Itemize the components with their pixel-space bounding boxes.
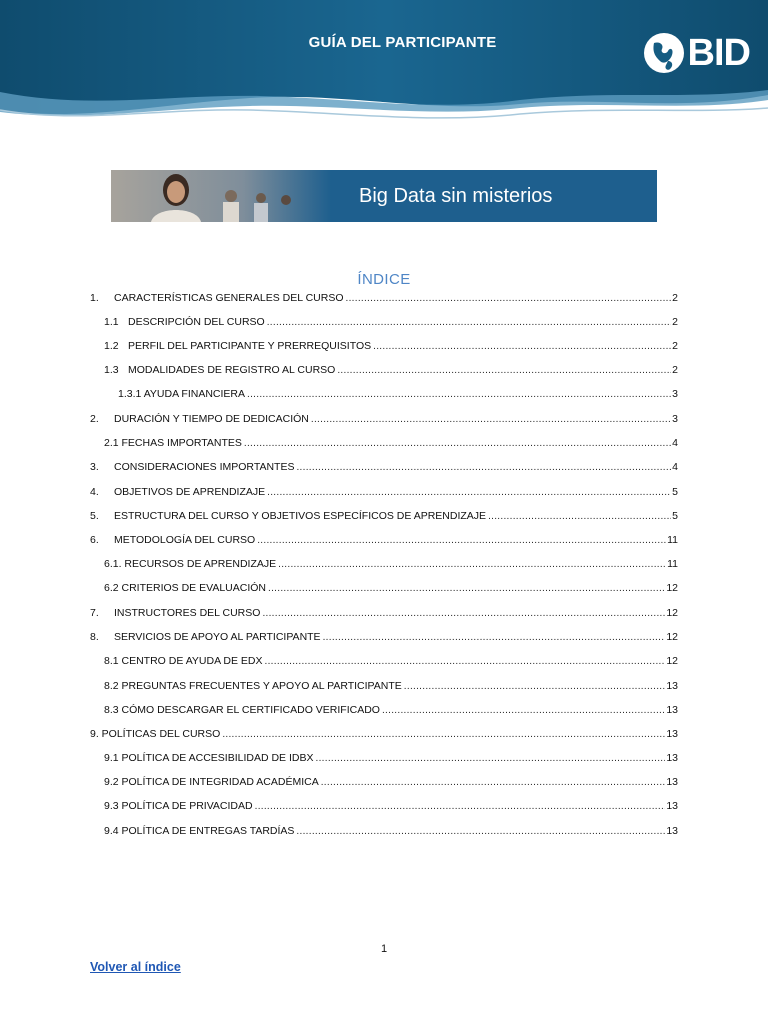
toc-dot-leader — [255, 800, 666, 813]
toc-item-label: 9.2 POLÍTICA DE INTEGRIDAD ACADÉMICA — [104, 776, 319, 788]
toc-item[interactable] — [104, 652, 678, 668]
toc-item-label: INSTRUCTORES DEL CURSO — [114, 607, 261, 619]
toc-dot-leader — [404, 680, 666, 693]
toc-item-label: 8.3 CÓMO DESCARGAR EL CERTIFICADO VERIFICADO — [104, 704, 380, 716]
course-banner — [111, 170, 657, 222]
toc-item-page: 13 — [666, 704, 678, 716]
toc-item-number: 4. — [90, 486, 99, 498]
toc-item-page: 13 — [666, 680, 678, 692]
toc-item-label: 1.3.1 AYUDA FINANCIERA — [118, 388, 246, 400]
toc-item[interactable] — [90, 410, 678, 426]
toc-item[interactable] — [104, 337, 678, 353]
toc-item[interactable] — [90, 507, 678, 523]
logo-text: BID — [687, 32, 750, 74]
toc-item[interactable] — [104, 361, 678, 377]
toc-dot-leader — [316, 752, 666, 765]
toc-item-page: 12 — [666, 655, 678, 667]
toc-item-label: SERVICIOS DE APOYO AL PARTICIPANTE — [114, 631, 321, 643]
toc-item-number: 1. — [90, 292, 99, 304]
bid-logo — [642, 30, 750, 76]
toc-dot-leader — [265, 655, 666, 668]
toc-item-number: 8. — [90, 631, 99, 643]
toc-dot-leader — [244, 437, 671, 450]
toc-item-number: 7. — [90, 607, 99, 619]
toc-item[interactable] — [104, 579, 678, 595]
toc-dot-leader — [267, 316, 671, 329]
toc-item-label: METODOLOGÍA DEL CURSO — [114, 534, 256, 546]
toc-item-label: 2.1 FECHAS IMPORTANTES — [104, 437, 242, 449]
toc-dot-leader — [296, 825, 665, 838]
toc-item-page: 2 — [672, 316, 678, 328]
toc-item-label: CARACTERÍSTICAS GENERALES DEL CURSO — [114, 292, 344, 304]
document-title: GUÍA DEL PARTICIPANTE — [308, 34, 497, 51]
toc-item-page: 12 — [666, 631, 678, 643]
toc-dot-leader — [257, 534, 666, 547]
toc-item-page: 5 — [672, 510, 678, 522]
toc-item-number: 2. — [90, 413, 99, 425]
toc-item[interactable] — [104, 313, 678, 329]
toc-item-label: 9. POLÍTICAS DEL CURSO — [90, 728, 221, 740]
toc-item-page: 2 — [672, 292, 678, 304]
toc-heading: ÍNDICE — [357, 271, 411, 288]
toc-item-page: 13 — [666, 728, 678, 740]
toc-item-page: 13 — [666, 825, 678, 837]
toc-item[interactable] — [104, 822, 678, 838]
toc-item-page: 5 — [672, 486, 678, 498]
toc-item-page: 13 — [666, 776, 678, 788]
page-number: 1 — [380, 943, 388, 955]
toc-item-label: 6.1. RECURSOS DE APRENDIZAJE — [104, 558, 277, 570]
toc-item-number: 5. — [90, 510, 99, 522]
toc-item[interactable] — [104, 773, 678, 789]
toc-item[interactable] — [104, 677, 678, 693]
toc-item[interactable] — [118, 385, 678, 401]
toc-dot-leader — [373, 340, 671, 353]
toc-item-page: 13 — [666, 800, 678, 812]
toc-dot-leader — [268, 582, 665, 595]
toc-dot-leader — [262, 607, 665, 620]
toc-item[interactable] — [90, 458, 678, 474]
toc-item[interactable] — [90, 604, 678, 620]
toc-dot-leader — [488, 510, 671, 523]
toc-item-page: 11 — [667, 534, 678, 546]
toc-item[interactable] — [90, 628, 678, 644]
toc-dot-leader — [296, 461, 671, 474]
toc-item-label: PERFIL DEL PARTICIPANTE Y PRERREQUISITOS — [128, 340, 372, 352]
toc-item-label: DESCRIPCIÓN DEL CURSO — [128, 316, 265, 328]
toc-item-page: 13 — [666, 752, 678, 764]
toc-dot-leader — [278, 558, 666, 571]
toc-dot-leader — [382, 704, 665, 717]
toc-item-page: 3 — [672, 413, 678, 425]
toc-item-label: 9.4 POLÍTICA DE ENTREGAS TARDÍAS — [104, 825, 295, 837]
toc-item-number: 1.3 — [104, 364, 119, 376]
toc-dot-leader — [311, 413, 671, 426]
toc-item-label: ESTRUCTURA DEL CURSO Y OBJETIVOS ESPECÍFICOS DE APRENDIZAJE — [114, 510, 487, 522]
toc-item[interactable] — [104, 797, 678, 813]
toc-dot-leader — [337, 364, 671, 377]
banner-photo — [111, 170, 331, 222]
toc-item[interactable] — [104, 555, 678, 571]
toc-item-label: 9.3 POLÍTICA DE PRIVACIDAD — [104, 800, 253, 812]
globe-icon — [642, 31, 686, 75]
toc-item-label: OBJETIVOS DE APRENDIZAJE — [114, 486, 266, 498]
toc-item-label: CONSIDERACIONES IMPORTANTES — [114, 461, 295, 473]
page-header — [0, 0, 768, 135]
toc-item-page: 12 — [666, 607, 678, 619]
toc-item-label: MODALIDADES DE REGISTRO AL CURSO — [128, 364, 336, 376]
toc-item-label: 8.2 PREGUNTAS FRECUENTES Y APOYO AL PARTICIPANTE — [104, 680, 402, 692]
toc-item-label: 9.1 POLÍTICA DE ACCESIBILIDAD DE IDBX — [104, 752, 314, 764]
toc-dot-leader — [222, 728, 665, 741]
toc-dot-leader — [247, 388, 671, 401]
toc-item-number: 1.2 — [104, 340, 119, 352]
toc-item-page: 2 — [672, 364, 678, 376]
toc-item-label: 8.1 CENTRO DE AYUDA DE EDX — [104, 655, 263, 667]
toc-dot-leader — [267, 486, 671, 499]
toc-item-page: 4 — [672, 437, 678, 449]
toc-item-page: 12 — [666, 582, 678, 594]
toc-item-number: 6. — [90, 534, 99, 546]
toc-item-label: DURACIÓN Y TIEMPO DE DEDICACIÓN — [114, 413, 309, 425]
toc-item[interactable] — [104, 749, 678, 765]
toc-item[interactable] — [90, 483, 678, 499]
toc-item[interactable] — [90, 531, 678, 547]
toc-item-number: 1.1 — [104, 316, 119, 328]
toc-dot-leader — [323, 631, 666, 644]
course-title: Big Data sin misterios — [359, 185, 553, 207]
back-to-index-link[interactable]: Volver al índice — [90, 960, 181, 974]
toc-item-page: 11 — [667, 558, 678, 570]
toc-item[interactable] — [104, 701, 678, 717]
toc-dot-leader — [321, 776, 666, 789]
toc-item-number: 3. — [90, 461, 99, 473]
toc-item[interactable] — [90, 289, 678, 305]
toc-item-page: 3 — [672, 388, 678, 400]
toc-dot-leader — [346, 292, 672, 305]
toc-item[interactable] — [90, 725, 678, 741]
toc-item-page: 2 — [672, 340, 678, 352]
toc-item-label: 6.2 CRITERIOS DE EVALUACIÓN — [104, 582, 267, 594]
toc-item[interactable] — [104, 434, 678, 450]
toc-item-page: 4 — [672, 461, 678, 473]
